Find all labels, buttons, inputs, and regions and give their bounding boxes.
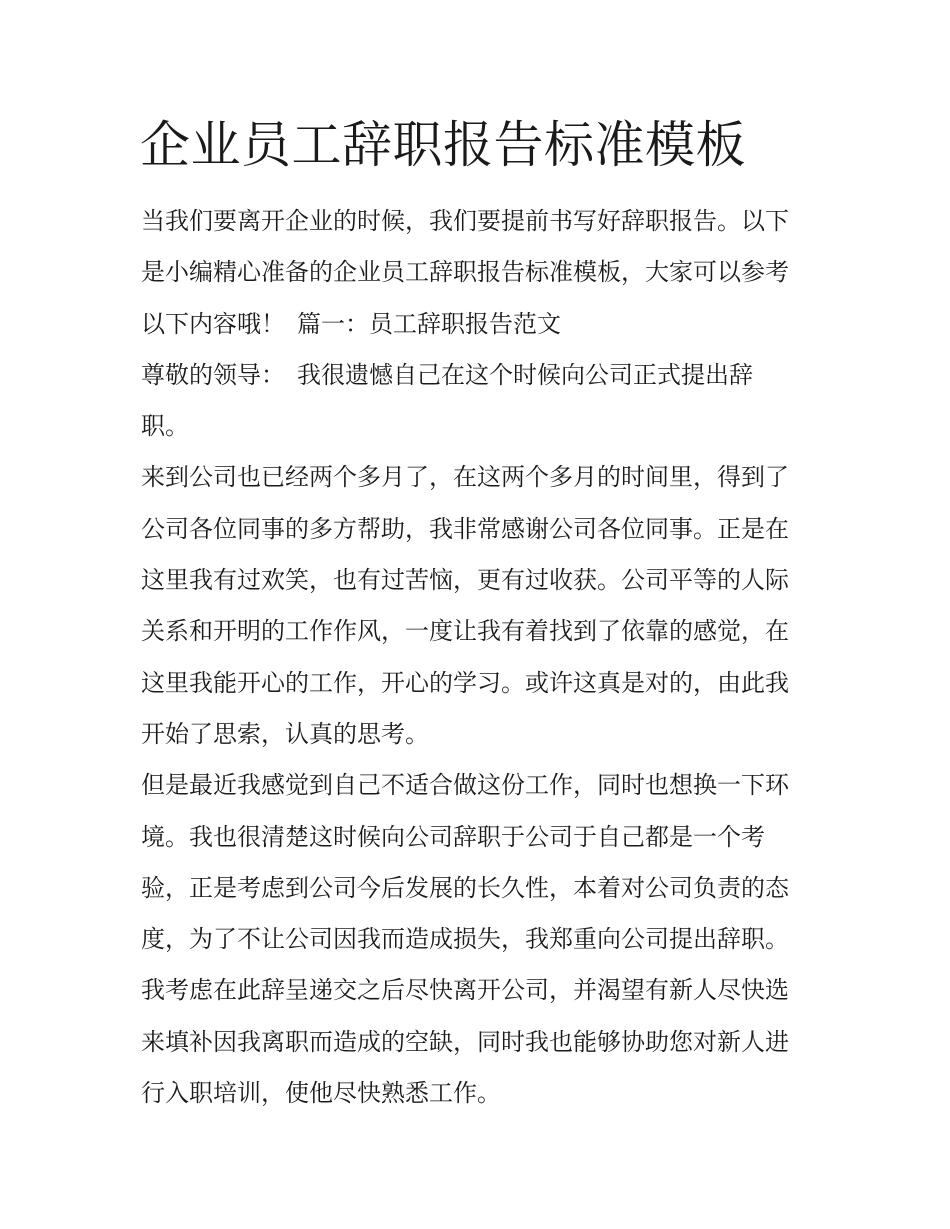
- intro-line-2: 是小编精心准备的企业员工辞职报告标准模板，大家可以参考: [141, 258, 789, 287]
- salutation-line-1: [141, 350, 821, 401]
- body-paragraph-1: [141, 452, 821, 760]
- intro-line-1: 当我们要离开企业的时候，我们要提前书写好辞职报告。以下: [141, 207, 789, 235]
- paragraph-line: 公司各位同事的多方帮助，我非常感谢公司各位同事。正是在: [141, 514, 789, 543]
- paragraph-line: 我考虑在此辞呈递交之后尽快离开公司，并渴望有新人尽快选: [141, 976, 789, 1005]
- paragraph-line: 境。我也很清楚这时候向公司辞职于公司于自己都是一个考: [141, 822, 765, 851]
- document-body: [141, 196, 821, 1119]
- salutation-paragraph: [141, 350, 821, 453]
- intro-paragraph: [141, 196, 821, 350]
- paragraph-line: 来到公司也已经两个多月了，在这两个多月的时间里，得到了: [141, 463, 789, 492]
- document-title: 企业员工辞职报告标准模板: [140, 116, 746, 174]
- section-heading: 篇一：员工辞职报告范文: [297, 309, 561, 338]
- paragraph-line: 这里我有过欢笑，也有过苦恼，更有过收获。公司平等的人际: [141, 566, 789, 595]
- salutation-text: 我很遗憾自己在这个时候向公司正式提出辞: [297, 360, 753, 389]
- paragraph-line: 验，正是考虑到公司今后发展的长久性，本着对公司负责的态: [141, 873, 789, 902]
- paragraph-line: 行入职培训，使他尽快熟悉工作。: [141, 1079, 501, 1108]
- body-paragraph-2: [141, 760, 821, 1119]
- paragraph-line: 但是最近我感觉到自己不适合做这份工作，同时也想换一下环: [141, 771, 789, 800]
- paragraph-line: 开始了思索，认真的思考。: [141, 719, 429, 748]
- intro-line-3-text: 以下内容哦！: [141, 309, 285, 338]
- paragraph-line: 关系和开明的工作作风，一度让我有着找到了依靠的感觉，在: [141, 617, 789, 646]
- paragraph-line: 来填补因我离职而造成的空缺，同时我也能够协助您对新人进: [141, 1027, 789, 1056]
- paragraph-line: 这里我能开心的工作，开心的学习。或许这真是对的，由此我: [141, 668, 789, 697]
- salutation-greeting: 尊敬的领导：: [141, 360, 285, 389]
- paragraph-line: 度，为了不让公司因我而造成损失，我郑重向公司提出辞职。: [141, 925, 789, 954]
- intro-line-3: [141, 299, 821, 350]
- salutation-line-2: 职。: [141, 412, 189, 441]
